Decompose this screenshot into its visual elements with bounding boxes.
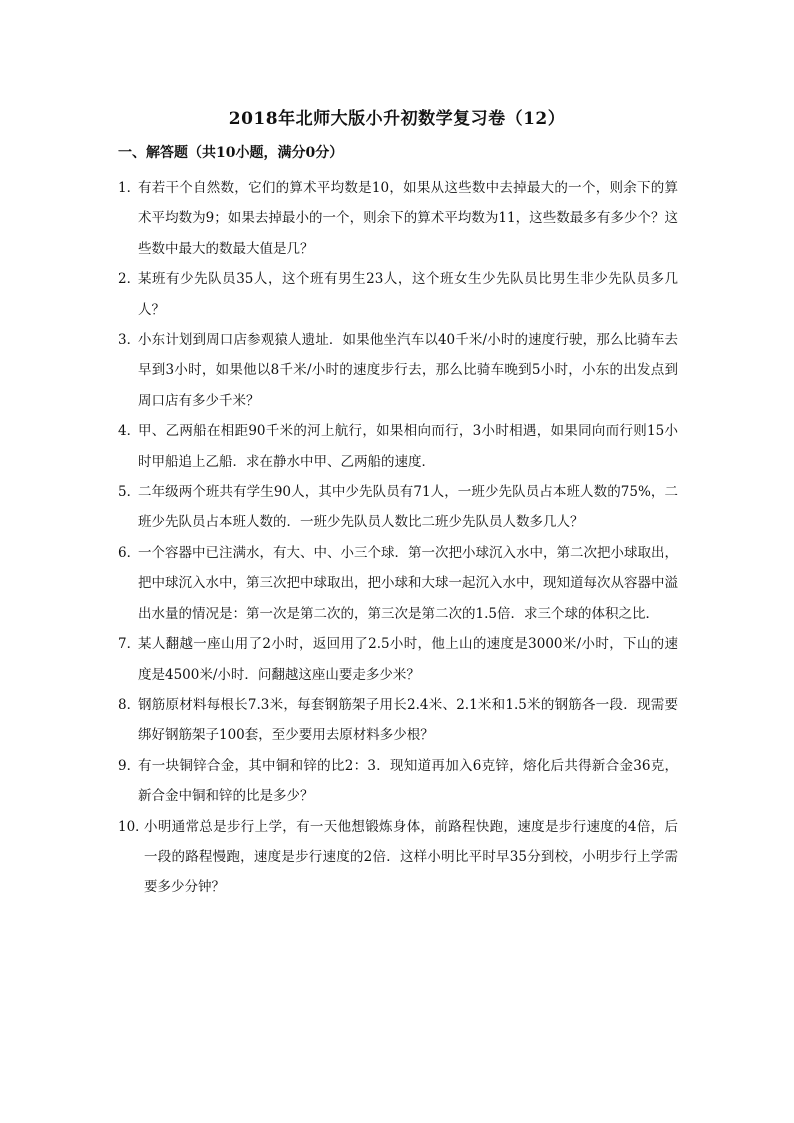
question-text: 有一块铜锌合金，其中铜和锌的比2：3．现知道再加入6克锌，熔化后共得新合金36克，新合金中铜和锌的比是多少？ bbox=[138, 757, 678, 805]
question-item bbox=[118, 264, 678, 325]
question-number: 5． bbox=[118, 484, 141, 501]
question-text: 小明通常总是步行上学，有一天他想锻炼身体，前路程快跑，速度是步行速度的4倍，后一段的路程慢跑，速度是步行速度的2倍．这样小明比平时早35分到校，小明步行上学需要多少分钟？ bbox=[144, 818, 678, 896]
question-text: 二年级两个班共有学生90人，其中少先队员有71人，一班少先队员占本班人数的75%，二班少先队员占本班人数的．一班少先队员人数比二班少先队员人数多几人？ bbox=[138, 484, 678, 531]
question-item bbox=[118, 416, 678, 477]
question-number: 9． bbox=[118, 757, 141, 774]
question-text: 有若干个自然数，它们的算术平均数是10，如果从这些数中去掉最大的一个，则余下的算术平均数为9；如果去掉最小的一个，则余下的算术平均数为11，这些数最多有多少个？这些数中最大的数最大值是几？ bbox=[138, 180, 678, 257]
question-text: 某班有少先队员35人，这个班有男生23人，这个班女生少先队员比男生非少先队员多几人？ bbox=[138, 271, 678, 318]
question-number: 10． bbox=[118, 818, 149, 835]
question-item bbox=[118, 538, 678, 629]
question-item bbox=[118, 477, 678, 538]
question-item bbox=[118, 173, 678, 264]
question-number: 6． bbox=[118, 544, 141, 561]
section-heading: 一、解答题（共10小题，满分0分） bbox=[118, 145, 344, 161]
question-number: 8． bbox=[118, 696, 141, 713]
question-item bbox=[118, 812, 678, 903]
question-item bbox=[118, 690, 678, 751]
question-number: 1． bbox=[118, 180, 141, 196]
question-number: 4． bbox=[118, 423, 141, 440]
question-item bbox=[118, 325, 678, 416]
question-text: 小东计划到周口店参观猿人遗址．如果他坐汽车以40千米/小时的速度行驶，那么比骑车去早到3小时，如果他以8千米/小时的速度步行去，那么比骑车晚到5小时，小东的出发点到周口店有多少千米？ bbox=[138, 332, 678, 409]
question-number: 3． bbox=[118, 332, 141, 349]
question-list bbox=[118, 173, 678, 903]
question-number: 7． bbox=[118, 636, 141, 653]
question-text: 一个容器中已注满水，有大、中、小三个球．第一次把小球沉入水中，第二次把小球取出，把中球沉入水中，第三次把中球取出，把小球和大球一起沉入水中，现知道每次从容器中溢出水量的情况是：第一次是第二次的，第三次是第二次的1.5倍．求三个球的体积之比． bbox=[138, 544, 678, 622]
question-text: 钢筋原材料每根长7.3米，每套钢筋架子用长2.4米、2.1米和1.5米的钢筋各一段．现需要绑好钢筋架子100套，至少要用去原材料多少根？ bbox=[138, 696, 678, 744]
question-number: 2． bbox=[118, 271, 141, 288]
page-title: 2018年北师大版小升初数学复习卷（12） bbox=[228, 109, 566, 129]
question-text: 某人翻越一座山用了2小时，返回用了2.5小时，他上山的速度是3000米/小时，下山的速度是4500米/小时．问翻越这座山要走多少米？ bbox=[138, 636, 678, 683]
question-item bbox=[118, 629, 678, 690]
question-item bbox=[118, 751, 678, 812]
question-text: 甲、乙两船在相距90千米的河上航行，如果相向而行，3小时相遇，如果同向而行则15小时甲船追上乙船．求在静水中甲、乙两船的速度． bbox=[138, 423, 678, 470]
